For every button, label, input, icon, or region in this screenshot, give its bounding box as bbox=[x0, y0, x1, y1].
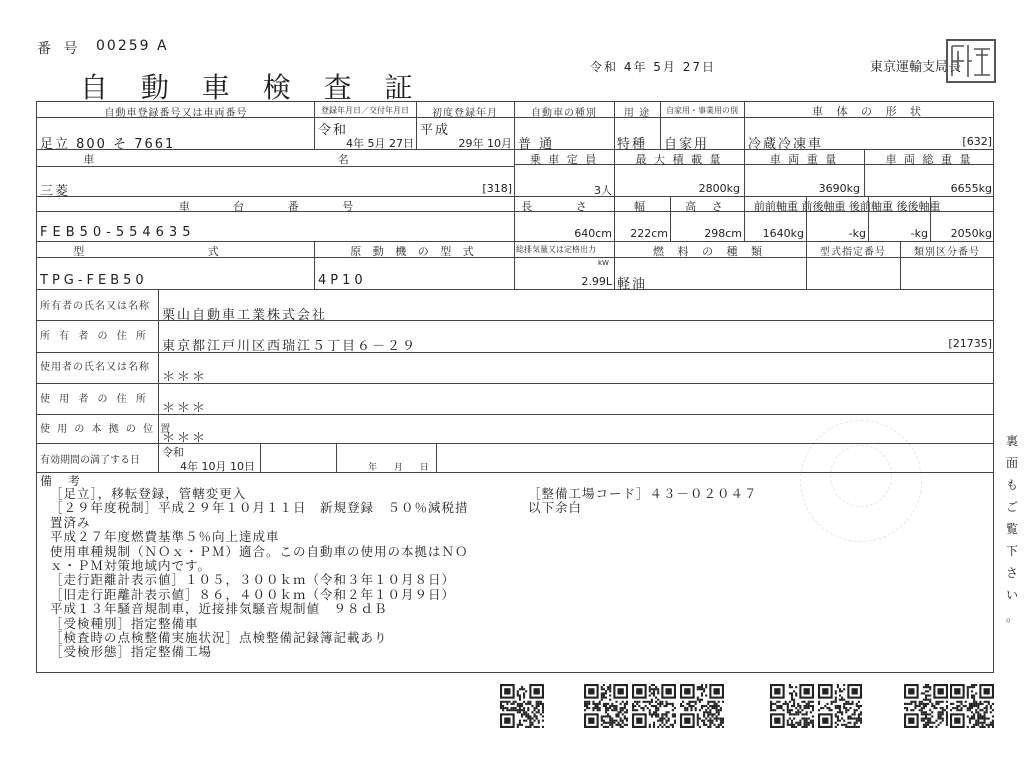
rule bbox=[900, 241, 901, 289]
front-rear-axle-weight: -kg bbox=[848, 227, 866, 240]
rear-front-axle-weight: -kg bbox=[910, 227, 928, 240]
header-axle-weights: 前前軸重 前後軸重 後前軸重 後後軸重 bbox=[754, 200, 941, 213]
header-fuel-type: 燃 料 の 種 類 bbox=[653, 245, 767, 258]
side-note-see-reverse: 裏 面 も ご 覧 下 さ い 。 bbox=[1005, 434, 1018, 624]
remarks-left bbox=[50, 487, 469, 660]
rule bbox=[864, 149, 865, 197]
blank-date: 年 月 日 bbox=[368, 463, 429, 473]
rule bbox=[660, 101, 661, 149]
official-seal-stamp bbox=[946, 39, 996, 83]
max-load: 2800kg bbox=[698, 182, 740, 195]
owner-address-code: [21735] bbox=[948, 337, 992, 350]
registration-date: 4年 5月 27日 bbox=[346, 137, 414, 150]
remarks-line: 平成２７年度燃費基準５％向上達成車 bbox=[50, 529, 280, 545]
header-capacity: 乗 車 定 員 bbox=[529, 153, 599, 166]
rule bbox=[670, 196, 671, 241]
header-use: 用 途 bbox=[623, 108, 651, 119]
rule bbox=[744, 149, 745, 197]
qr-code bbox=[904, 684, 948, 728]
document-number-label: 番 号 bbox=[37, 41, 82, 57]
document-number: 00259 A bbox=[96, 38, 169, 54]
rule bbox=[806, 241, 807, 289]
vehicle-use: 特種 bbox=[617, 137, 648, 152]
vehicle-height: 298cm bbox=[704, 227, 742, 240]
base-location: ＊＊＊ bbox=[162, 431, 208, 446]
header-width: 幅 bbox=[634, 200, 650, 213]
gross-weight: 6655kg bbox=[950, 182, 992, 195]
rule bbox=[314, 101, 315, 149]
issue-date: 令和 4年 5月 27日 bbox=[590, 60, 716, 74]
rule bbox=[314, 241, 315, 289]
rule bbox=[744, 196, 745, 241]
vehicle-width: 222cm bbox=[630, 227, 668, 240]
label-owner-name: 所有者の氏名又は名称 bbox=[40, 301, 150, 312]
displacement: 2.99L bbox=[581, 275, 612, 288]
qr-code bbox=[584, 684, 628, 728]
label-user-name: 使用者の氏名又は名称 bbox=[40, 362, 150, 373]
header-model: 型 式 bbox=[73, 245, 279, 258]
vehicle-weight: 3690kg bbox=[818, 182, 860, 195]
header-vehicle-name: 車 名 bbox=[83, 153, 469, 166]
remarks-line: ｘ・ＰＭ対策地域内です。 bbox=[50, 558, 212, 574]
rule bbox=[514, 149, 515, 289]
front-front-axle-weight: 1640kg bbox=[762, 227, 804, 240]
remarks-line: ［整備工場コード］４３－０２０４７ bbox=[528, 486, 758, 501]
first-registration-era: 平成 bbox=[420, 123, 451, 138]
body-shape-code: [632] bbox=[962, 135, 992, 148]
header-vehicle-kind: 自動車の種別 bbox=[531, 108, 597, 119]
label-user-address: 使 用 者 の 住 所 bbox=[40, 394, 149, 405]
rule bbox=[158, 289, 159, 472]
vehicle-name: 三菱 bbox=[40, 184, 71, 199]
qr-code bbox=[680, 684, 724, 728]
remarks-line: 平成１３年騒音規制車，近接排気騒音規制値 ９８ｄＢ bbox=[50, 601, 388, 617]
remarks-line: ［旧走行距離計表示値］８６，４００ｋｍ（令和２年１０月９日） bbox=[50, 586, 456, 602]
remarks-line: ［検査時の点検整備実施状況］点検整備記録簿記載あり bbox=[50, 630, 388, 646]
page-title: 自 動 車 検 査 証 bbox=[80, 71, 425, 104]
label-base-location: 使 用 の 本 拠 の 位 置 bbox=[40, 424, 173, 435]
rule bbox=[416, 101, 417, 149]
header-max-load: 最 大 積 載 量 bbox=[635, 153, 723, 166]
header-body-shape: 車 体 の 形 状 bbox=[812, 105, 926, 118]
header-chassis-number: 車 台 番 号 bbox=[178, 200, 374, 213]
private-commercial: 自家用 bbox=[664, 137, 710, 152]
rule bbox=[614, 101, 615, 149]
qr-code bbox=[500, 684, 544, 728]
label-owner-address: 所 有 者 の 住 所 bbox=[40, 331, 149, 342]
header-registration-date: 登録年月日／交付年月日 bbox=[321, 106, 409, 115]
kw-unit-label: kW bbox=[598, 259, 609, 267]
qr-code bbox=[770, 684, 814, 728]
remarks-label: 備 考 bbox=[40, 474, 86, 488]
label-expiry-date: 有効期間の満了する日 bbox=[40, 455, 140, 466]
passenger-capacity: 3人 bbox=[594, 184, 612, 197]
issuer: 東京運輸支局長 bbox=[870, 60, 962, 75]
remarks-line: ［受検種別］指定整備車 bbox=[50, 615, 199, 631]
remarks-line: 使用車種規制（ＮＯｘ・ＰＭ）適合。この自動車の使用の本拠はＮＯ bbox=[50, 543, 469, 559]
header-private-commercial: 自家用・事業用の別 bbox=[666, 106, 738, 115]
rule bbox=[260, 443, 261, 472]
remarks-line: 置済み bbox=[50, 514, 91, 530]
header-designation-number: 型式指定番号 bbox=[820, 247, 886, 258]
expiry-date: 4年 10月 10日 bbox=[180, 460, 255, 473]
rear-rear-axle-weight: 2050kg bbox=[950, 227, 992, 240]
header-vehicle-weight: 車 両 重 量 bbox=[769, 153, 839, 166]
remarks-line: ［足立］，移転登録，管轄変更入 bbox=[50, 486, 247, 501]
vehicle-name-code: [318] bbox=[482, 182, 512, 195]
qr-code bbox=[632, 684, 676, 728]
fuel-type: 軽油 bbox=[617, 277, 648, 292]
rule bbox=[36, 289, 994, 290]
remarks-right bbox=[528, 487, 758, 516]
owner-name: 栗山自動車工業株式会社 bbox=[162, 308, 328, 323]
vehicle-length: 640cm bbox=[574, 227, 612, 240]
user-address: ＊＊＊ bbox=[162, 401, 208, 416]
header-gross-weight: 車 両 総 重 量 bbox=[885, 153, 973, 166]
remarks-line: ［走行距離計表示値］１０５，３００ｋｍ（令和３年１０月８日） bbox=[50, 572, 456, 588]
header-height: 高 さ bbox=[685, 200, 729, 213]
rule bbox=[36, 196, 994, 197]
model: TPG-FEB50 bbox=[40, 273, 148, 288]
body-shape: 冷蔵冷凍車 bbox=[748, 137, 824, 152]
header-first-registration: 初度登録年月 bbox=[432, 108, 498, 119]
registration-era: 令和 bbox=[318, 123, 349, 138]
header-registration-number: 自動車登録番号又は車両番号 bbox=[104, 108, 248, 119]
registration-number: 足立 800 そ 7661 bbox=[40, 137, 176, 152]
engine-model: 4P10 bbox=[318, 273, 367, 288]
rule bbox=[336, 443, 337, 472]
rule bbox=[614, 149, 615, 289]
remarks-line: 以下余白 bbox=[528, 500, 583, 516]
user-name: ＊＊＊ bbox=[162, 370, 208, 385]
remarks-line: ［２９年度税制］平成２９年１０月１１日 新規登録 ５０％減税措 bbox=[50, 500, 469, 516]
chassis-number: FEB50-554635 bbox=[40, 225, 196, 240]
header-displacement: 総排気量又は定格出力 bbox=[516, 245, 596, 254]
rule bbox=[36, 241, 994, 242]
qr-code bbox=[818, 684, 862, 728]
header-engine-model: 原 動 機 の 型 式 bbox=[350, 245, 478, 258]
remarks-line: ［受検形態］指定整備工場 bbox=[50, 644, 213, 660]
header-category-number: 類別区分番号 bbox=[914, 247, 980, 258]
vehicle-kind: 普 通 bbox=[518, 137, 555, 152]
rule bbox=[514, 101, 515, 149]
header-length: 長 さ bbox=[521, 200, 607, 213]
expiry-era: 令和 bbox=[162, 446, 184, 459]
rule bbox=[744, 101, 745, 149]
owner-address: 東京都江戸川区西瑞江５丁目６－２９ bbox=[162, 339, 418, 354]
rule bbox=[436, 443, 437, 472]
qr-code bbox=[950, 684, 994, 728]
first-registration-date: 29年 10月 bbox=[458, 137, 512, 150]
